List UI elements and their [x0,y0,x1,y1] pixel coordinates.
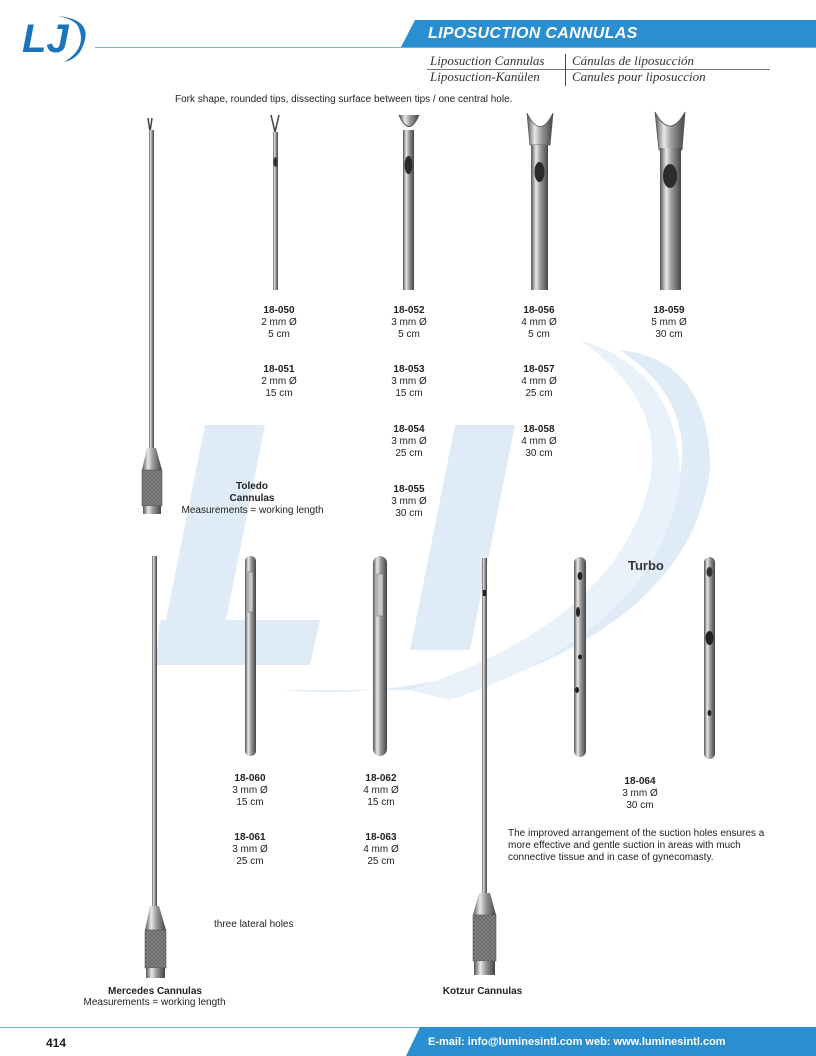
spec-18-061: 18-061 3 mm Ø 25 cm [232,832,268,867]
mercedes-cannula-3mm [245,556,256,756]
mercedes-cannula-long [145,556,166,978]
page-number: 414 [46,1036,67,1050]
subtitle-es: Cánulas de liposucción [572,53,695,68]
kotzur-cannula-long [473,558,496,975]
page-title: LIPOSUCTION CANNULAS [428,25,638,42]
cannula-4mm [527,113,553,290]
spec-18-058: 18-058 4 mm Ø 30 cm [521,424,557,459]
spec-18-059: 18-059 5 mm Ø 30 cm [651,305,687,340]
footer-divider [0,1027,420,1028]
turbo-cannula-b [704,557,715,759]
subtitle-en: Liposuction Cannulas [430,53,545,68]
intro-text: Fork shape, rounded tips, dissecting surface between tips / one central hole. [175,94,513,105]
cannula-2mm [271,115,279,290]
spec-18-064: 18-064 3 mm Ø 30 cm [622,776,658,811]
spec-18-063: 18-063 4 mm Ø 25 cm [363,832,399,867]
spec-18-052: 18-052 3 mm Ø 5 cm [391,305,427,340]
cannula-5mm [655,112,685,290]
svg-text:LJ: LJ [22,17,69,61]
spec-18-057: 18-057 4 mm Ø 25 cm [521,364,557,399]
spec-18-053: 18-053 3 mm Ø 15 cm [391,364,427,399]
spec-18-054: 18-054 3 mm Ø 25 cm [391,424,427,459]
toledo-label: Toledo Cannulas [229,481,275,504]
spec-18-060: 18-060 3 mm Ø 15 cm [232,773,268,808]
mercedes-cannula-4mm [373,556,387,756]
turbo-cannula-a [574,557,586,757]
spec-18-051: 18-051 2 mm Ø 15 cm [261,364,297,399]
toledo-measure-note: Measurements = working length [181,505,324,516]
mercedes-label: Mercedes Cannulas [108,986,202,997]
turbo-note: The improved arrangement of the suction holes ensures a more effective and gentle suction in areas with much connective tissue and in case of gynecomasty. [508,828,765,863]
cannula-3mm [399,115,419,290]
subtitle-de: Liposuction-Kanülen [430,69,540,84]
spec-18-056: 18-056 4 mm Ø 5 cm [521,305,557,340]
kotzur-label: Kotzur Cannulas [442,986,523,997]
spec-18-050: 18-050 2 mm Ø 5 cm [261,305,297,340]
mercedes-measure-note: Measurements = working length [83,997,226,1008]
toledo-cannula-long [142,118,162,514]
spec-18-062: 18-062 4 mm Ø 15 cm [363,773,399,808]
subtitle-fr: Canules pour liposuccion [572,69,706,84]
spec-18-055: 18-055 3 mm Ø 30 cm [391,484,427,519]
turbo-title: Turbo [628,558,664,573]
mercedes-holes-note: three lateral holes [214,919,294,930]
footer-contact: E-mail: info@luminesintl.com web: www.luminesintl.com [428,1036,726,1048]
